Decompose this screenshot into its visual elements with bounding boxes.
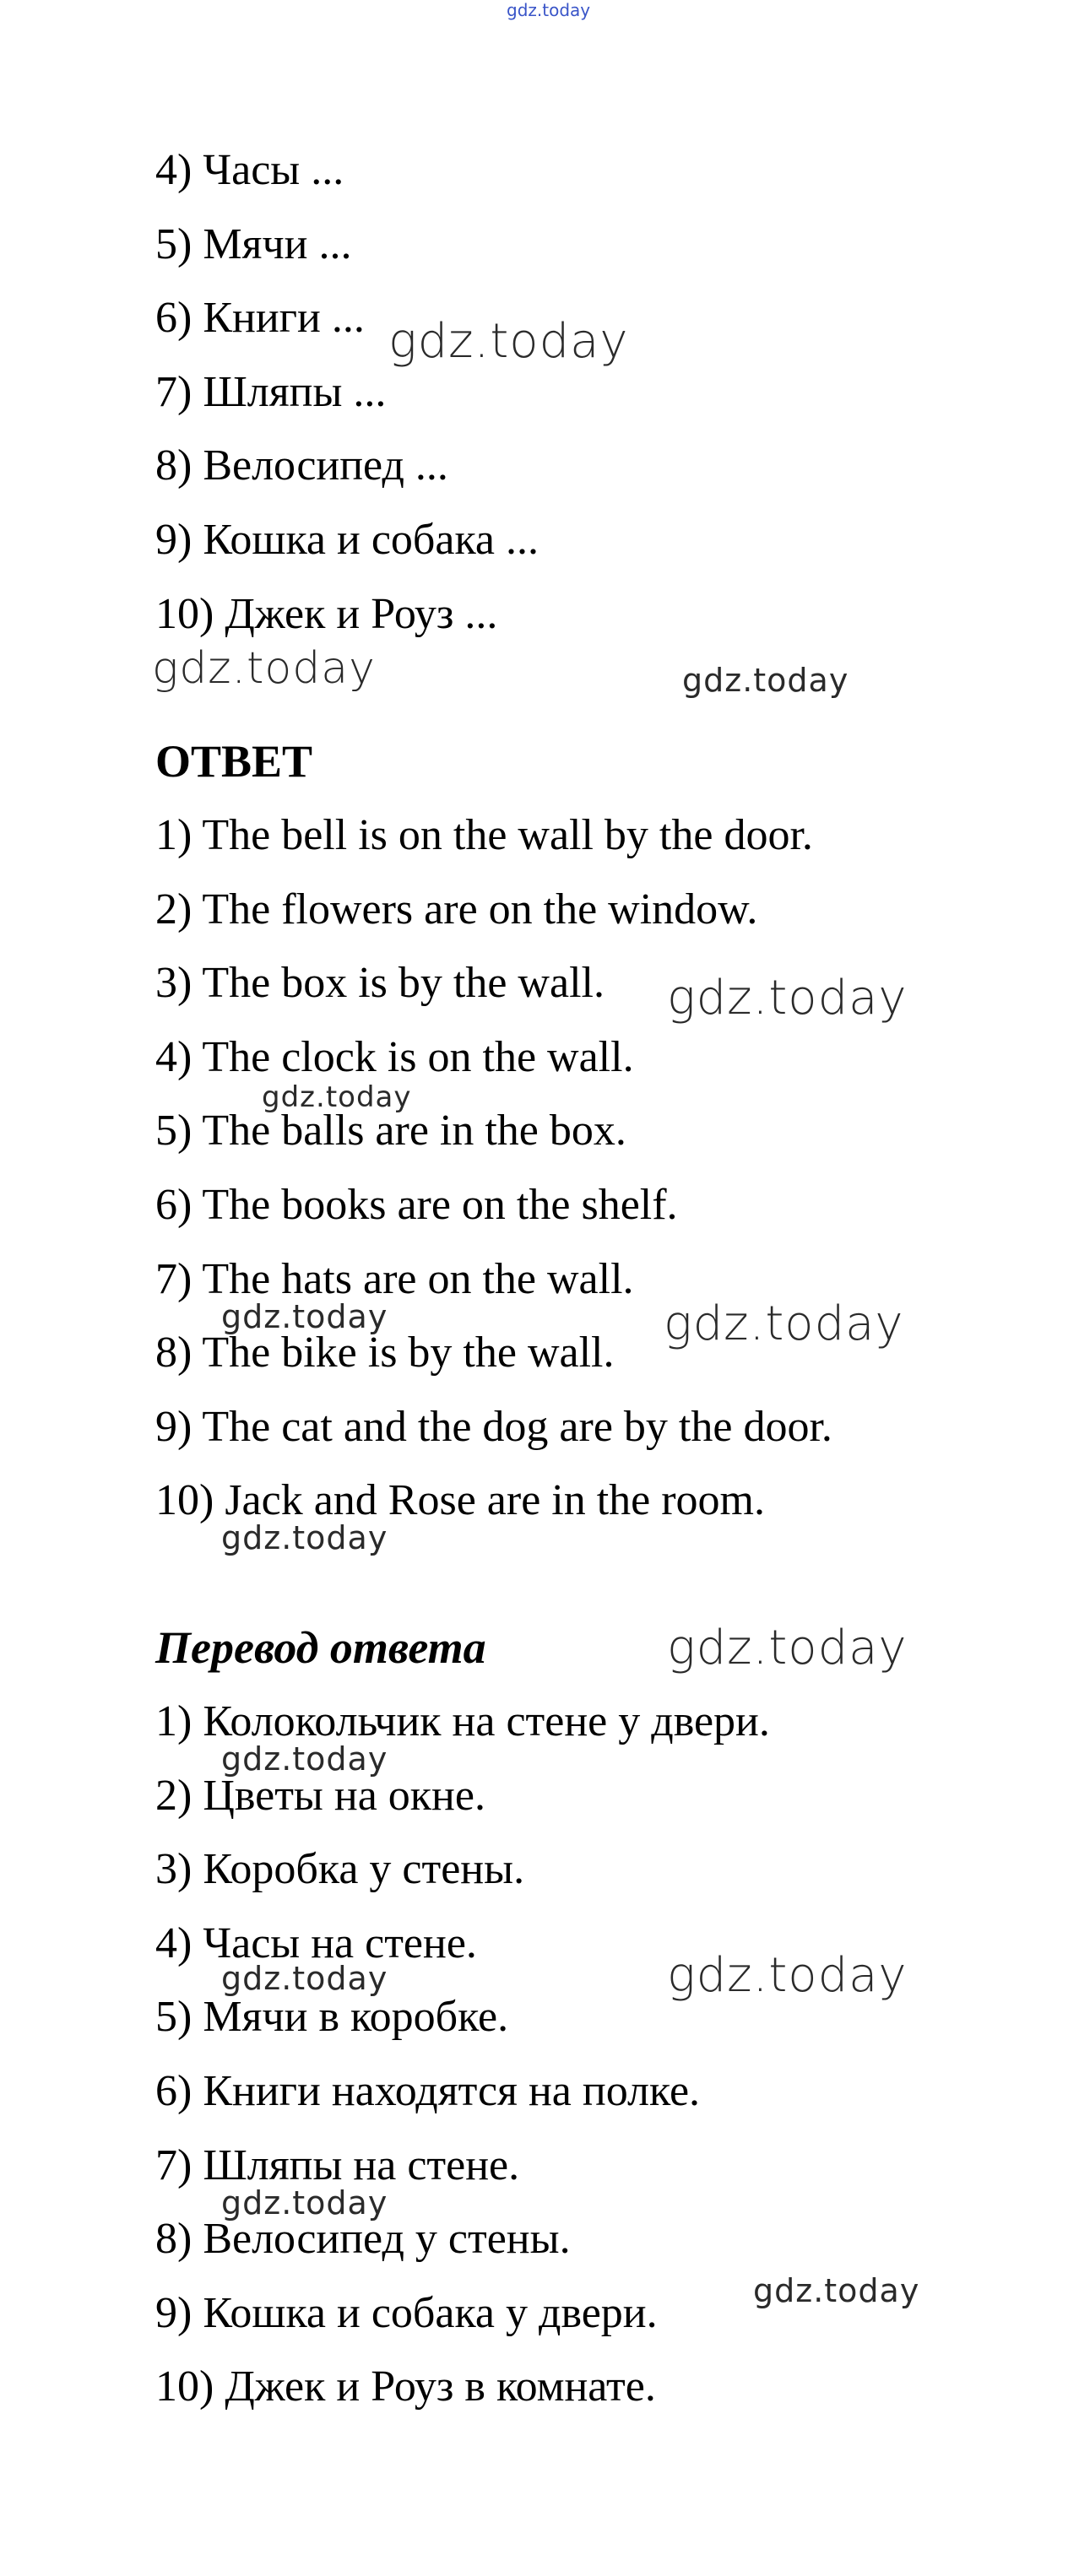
answer-line: 10) Jack and Rose are in the room. (155, 1476, 766, 1524)
translation-line: 5) Мячи в коробке. (155, 1993, 509, 2041)
answer-line: 2) The flowers are on the window. (155, 885, 758, 934)
translation-line: 8) Велосипед у стены. (155, 2215, 571, 2263)
question-line: 9) Кошка и собака ... (155, 516, 540, 564)
translation-line: 9) Кошка и собака у двери. (155, 2289, 658, 2337)
watermark: gdz.today (667, 1621, 908, 1675)
watermark: gdz.today (221, 2184, 388, 2222)
answer-line: 5) The balls are in the box. (155, 1107, 626, 1155)
watermark: gdz.today (664, 1296, 904, 1351)
question-line: 10) Джек и Роуз ... (155, 590, 498, 638)
translation-heading: Перевод ответа (155, 1622, 486, 1673)
answer-heading: ОТВЕТ (155, 736, 313, 787)
answer-line: 7) The hats are on the wall. (155, 1255, 634, 1303)
watermark: gdz.today (221, 1740, 388, 1778)
translation-line: 1) Колокольчик на стене у двери. (155, 1697, 770, 1745)
watermark: gdz.today (221, 1519, 388, 1556)
question-line: 5) Мячи ... (155, 220, 352, 268)
watermark: gdz.today (221, 1960, 388, 1997)
watermark: gdz.today (753, 2272, 920, 2309)
question-line: 8) Велосипед ... (155, 441, 448, 490)
translation-line: 2) Цветы на окне. (155, 1772, 485, 1820)
question-line: 7) Шляпы ... (155, 368, 387, 416)
translation-line: 10) Джек и Роуз в комнате. (155, 2362, 656, 2411)
answer-line: 3) The box is by the wall. (155, 959, 605, 1007)
watermark: gdz.today (388, 314, 629, 369)
translation-line: 7) Шляпы на стене. (155, 2141, 520, 2189)
watermark: gdz.today (152, 643, 376, 694)
answer-line: 6) The books are on the shelf. (155, 1181, 678, 1229)
answer-line: 1) The bell is on the wall by the door. (155, 811, 813, 859)
translation-line: 4) Часы на стене. (155, 1919, 477, 1967)
watermark: gdz.today (221, 1298, 388, 1335)
answer-line: 9) The cat and the dog are by the door. (155, 1403, 832, 1451)
question-line: 6) Книги ... (155, 294, 365, 342)
answer-line: 8) The bike is by the wall. (155, 1329, 615, 1377)
top-watermark: gdz.today (507, 0, 591, 20)
watermark: gdz.today (667, 971, 908, 1026)
translation-line: 3) Коробка у стены. (155, 1845, 525, 1893)
answer-line: 4) The clock is on the wall. (155, 1033, 634, 1081)
watermark: gdz.today (262, 1080, 412, 1114)
question-line: 4) Часы ... (155, 146, 344, 194)
translation-line: 6) Книги находятся на полке. (155, 2067, 701, 2115)
watermark: gdz.today (682, 662, 849, 699)
watermark: gdz.today (667, 1948, 908, 2003)
